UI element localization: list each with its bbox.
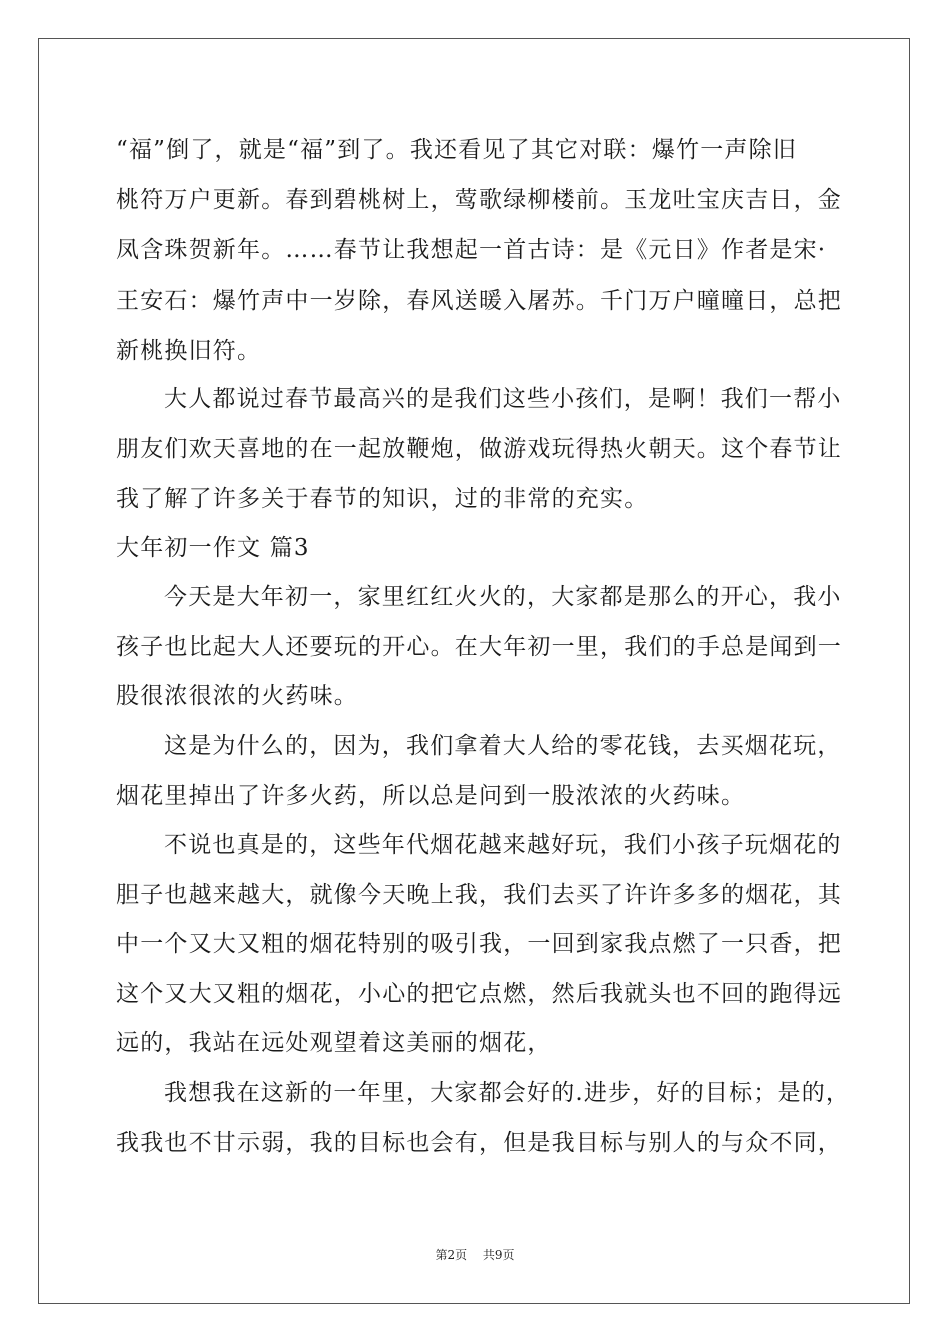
page-footer: [0, 1247, 950, 1263]
text-line: 凤含珠贺新年。……春节让我想起一首古诗：是《元日》作者是宋·: [116, 237, 827, 263]
text-line: 我了解了许多关于春节的知识，过的非常的充实。: [116, 486, 649, 512]
page-border: [38, 38, 910, 1304]
paragraph-start-line: 今天是大年初一，家里红红火火的，大家都是那么的开心，我小: [164, 584, 842, 610]
text-line: 中一个又大又粗的烟花特别的吸引我，一回到家我点燃了一只香，把: [116, 931, 842, 957]
section-heading: 大年初一作文 篇3: [116, 535, 310, 561]
paragraph-start-line: 这是为什么的，因为，我们拿着大人给的零花钱，去买烟花玩，: [164, 733, 842, 759]
text-line: 新桃换旧符。: [116, 338, 262, 364]
text-line: 桃符万户更新。春到碧桃树上，莺歌绿柳楼前。玉龙吐宝庆吉日，金: [116, 187, 842, 213]
page-number: 第2页: [435, 1248, 468, 1262]
text-line: 朋友们欢天喜地的在一起放鞭炮，做游戏玩得热火朝天。这个春节让: [116, 436, 842, 462]
text-line: 胆子也越来越大，就像今天晚上我，我们去买了许许多多的烟花，其: [116, 882, 842, 908]
text-line: 这个又大又粗的烟花，小心的把它点燃，然后我就头也不回的跑得远: [116, 981, 842, 1007]
text-line: 烟花里掉出了许多火药，所以总是问到一股浓浓的火药味。: [116, 783, 746, 809]
page-total: 共9页: [482, 1248, 515, 1262]
paragraph-start-line: 大人都说过春节最高兴的是我们这些小孩们，是啊！我们一帮小: [164, 386, 842, 412]
text-line: 远的，我站在远处观望着这美丽的烟花，: [116, 1030, 552, 1056]
paragraph-start-line: 我想我在这新的一年里，大家都会好的.进步，好的目标；是的，: [164, 1080, 851, 1106]
paragraph-start-line: 不说也真是的，这些年代烟花越来越好玩，我们小孩子玩烟花的: [164, 832, 842, 858]
text-line: 王安石：爆竹声中一岁除，春风送暖入屠苏。千门万户曈曈日，总把: [116, 288, 842, 314]
text-line: 我我也不甘示弱，我的目标也会有，但是我目标与别人的与众不同，: [116, 1130, 842, 1156]
text-line: “福”倒了，就是“福”到了。我还看见了其它对联：爆竹一声除旧: [116, 137, 798, 163]
text-line: 股很浓很浓的火药味。: [116, 683, 358, 709]
text-line: 孩子也比起大人还要玩的开心。在大年初一里，我们的手总是闻到一: [116, 634, 842, 660]
